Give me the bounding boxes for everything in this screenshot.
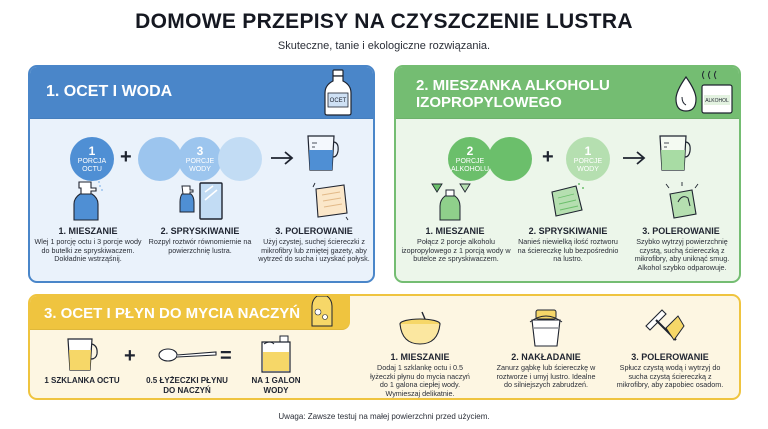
ratio-water [178, 137, 222, 181]
step-title: 2. SPRYSKIWANIE [528, 226, 608, 236]
vinegar-bottle-icon [320, 69, 356, 117]
ingredient-label: NA 1 GALON WODY [251, 376, 301, 395]
ratio-number: 1 [584, 143, 592, 158]
step-title: 3. POLEROWANIE [275, 226, 353, 236]
step-title: 1. MIESZANIE [390, 352, 450, 362]
ingredient-label: 0.5 ŁYŻECZKI PŁYNU DO NACZYŃ [146, 376, 228, 395]
ratio-water [566, 137, 610, 181]
step-text: Wlej 1 porcję octu i 3 porcje wody do butelki ze spryskiwaczem. Dokładnie wstrząśnij. [34, 237, 142, 264]
ratio-number: 2 [466, 143, 474, 158]
ratio-label: PORCJA OCTU [77, 157, 107, 173]
cloth-polish-icon [310, 181, 350, 221]
squeegee-icon [642, 306, 686, 348]
ratio-number: 3 [196, 143, 204, 158]
bottle-label: ALKOHOL [705, 98, 729, 104]
recipe-title: 1. OCET I WODA [46, 83, 173, 100]
recipe-title: 2. MIESZANKA ALKOHOLU IZOPROPYLOWEGO [416, 77, 610, 111]
recipe-isopropyl-panel [394, 65, 741, 283]
step-title: 1. MIESZANIE [58, 226, 118, 236]
arrow-right-icon [622, 151, 646, 165]
step-text: Szybko wytrzyj powierzchnię czystą, suchą ściereczką z mikrofibry, aby uniknąć smug. Alkohol szybko odparowuje. [634, 237, 730, 272]
page-subtitle: Skuteczne, tanie i ekologiczne rozwiązania. [277, 40, 491, 52]
recipe-header [30, 67, 373, 119]
wipe-hand-icon [662, 180, 702, 222]
ingredient-label: 1 SZKLANKA OCTU [44, 376, 120, 385]
plus-icon: + [542, 146, 554, 168]
ratio-label: PORCJE ALKOHOLU [450, 157, 490, 173]
glass-measure-icon [64, 336, 100, 372]
water-gallon-icon [258, 334, 294, 374]
mix-bottle-icon [428, 180, 474, 222]
step-text: Spłucz czystą wodą i wytrzyj do sucha czystą ściereczką z mikrofibry, aby zapobiec osadom. [616, 363, 724, 390]
ratio-water-circle [138, 137, 182, 181]
plus-icon: + [124, 345, 136, 367]
ratio-water-circle [218, 137, 262, 181]
ratio-alcohol [448, 137, 492, 181]
step-text: Dodaj 1 szklankę octu i 0.5 łyżeczki płynu do mycia naczyń do 1 galona ciepłej wody. Wymieszaj delikatnie. [370, 363, 470, 398]
step-text: Nanieś niewielką ilość roztworu na ściereczkę lub bezpośrednio na lustro. [517, 237, 619, 264]
ratio-vinegar [70, 137, 114, 181]
recipe-vinegar-dish-soap-panel [28, 294, 741, 400]
equals-icon: = [220, 345, 232, 367]
step-text: Połącz 2 porcje alkoholu izopropylowego z 1 porcją wody w butelce ze spryskiwaczem. [401, 237, 511, 264]
step-text: Użyj czystej, suchej ściereczki z mikrofibry lub zmiętej gazety, aby wytrzeć do sucha i uzyskać połysk. [258, 237, 370, 264]
step-title: 1. MIESZANIE [425, 226, 485, 236]
spray-mirror-icon [178, 180, 226, 222]
recipe-header [396, 67, 739, 119]
step-title: 3. POLEROWANIE [631, 352, 709, 362]
spray-bottle-icon [70, 180, 104, 222]
step-title: 2. NAKŁADANIE [511, 352, 581, 362]
measuring-cup-icon [304, 133, 340, 173]
ratio-number: 1 [88, 143, 96, 158]
step-text: Zanurz gąbkę lub ściereczkę w roztworze i umyj lustro. Idealne do silniejszych zabrudzeń. [496, 363, 596, 390]
footer-note: Uwaga: Zawsze testuj na małej powierzchni przed użyciem. [278, 412, 490, 421]
dish-soap-bottle-icon [308, 294, 336, 328]
recipe-title: 3. OCET I PŁYN DO MYCIA NACZYŃ [44, 305, 301, 322]
ratio-alcohol-circle [488, 137, 532, 181]
mixing-bowl-icon [398, 310, 442, 348]
cloth-spray-icon [546, 180, 586, 222]
plus-icon: + [120, 146, 132, 168]
page-title: DOMOWE PRZEPISY NA CZYSZCZENIE LUSTRA [135, 10, 633, 33]
recipe-vinegar-water-panel [28, 65, 375, 283]
arrow-right-icon [270, 151, 294, 165]
ratio-label: PORCJE WODY [573, 157, 603, 173]
step-text: Rozpyl roztwór równomiernie na powierzchnię lustra. [148, 237, 252, 255]
ratio-label: PORCJE WODY [185, 157, 215, 173]
bucket-sponge-icon [526, 306, 566, 348]
step-title: 2. SPRYSKIWANIE [160, 226, 240, 236]
recipe-header [30, 296, 350, 330]
spoon-icon [158, 346, 218, 364]
alcohol-drop-icon [670, 69, 738, 117]
step-title: 3. POLEROWANIE [642, 226, 720, 236]
measuring-cup-icon [656, 133, 692, 173]
bottle-label: OCET [329, 98, 347, 104]
